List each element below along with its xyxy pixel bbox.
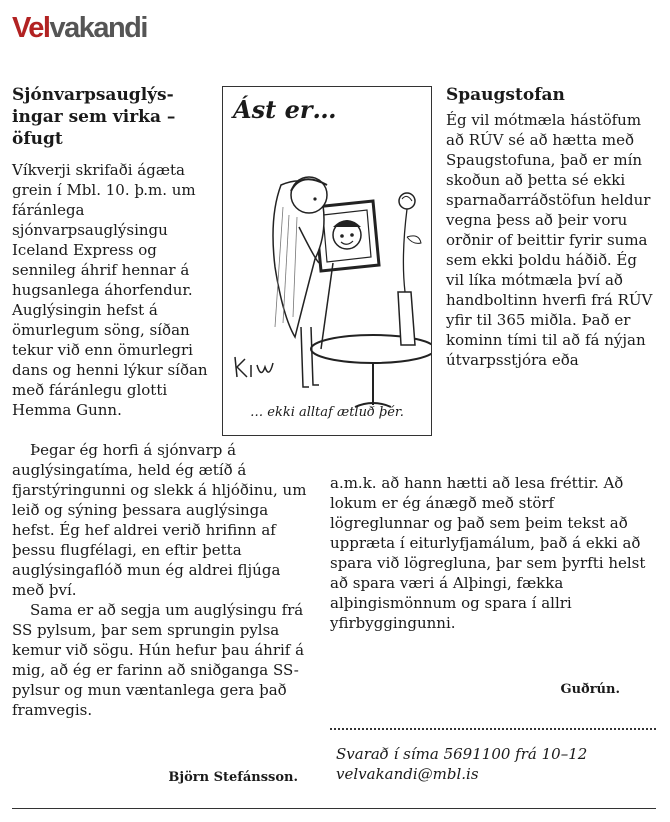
dotted-separator <box>330 728 656 730</box>
masthead-vel: Vel <box>12 12 50 44</box>
masthead-logo <box>12 8 147 48</box>
contact-info <box>336 744 656 784</box>
letter2-paragraph1-cont: a.m.k. að hann hætti að lesa fréttir. Að lokum er ég ánægð með störf lögreglunnar og það sem þeim tekst að uppræta í eiturlyfjamálum, það á ekki að spara við lögregluna, þar sem þyrfti helst að spara væri á Alþingi, fækka alþingismönnum og spara í allri yfirbyggingunni. <box>330 474 646 632</box>
letter1-paragraph2: Þegar ég horfi á sjónvarp á auglýsingatíma, held ég ætíð á fjarstýringunni og slekk á hljóðinu, um leið og sýning þessara auglýsinga hefst. Ég hef aldrei verið hrifinn af þessu flugfélagi, en eftir þetta auglýsingaflóð mun ég aldrei fljúga með því. <box>12 441 307 599</box>
letter1-paragraph1: Víkverji skrifaði ágæta grein í Mbl. 10. þ.m. um fáránlega sjónvarpsauglýsingu Iceland Express og sennileg áhrif hennar á hugsanlega áhorfendur. Auglýsingin hefst á ömurlegum söng, síðan tekur við enn ömurlegri dans og henni lýkur síðan með fáránlegu glotti Hemma Gunn. <box>12 161 208 419</box>
letter1-signature: Björn Stefánsson. <box>168 770 298 785</box>
letter1-paragraph3: Sama er að segja um auglýsingu frá SS pylsum, þar sem sprungin pylsa kemur við sögu. Hún hefur þau áhrif á mig, að ég er farinn að sniðganga SS-pylsur og mun væntanlega gera það framvegis. <box>12 601 305 719</box>
comic-caption: … ekki alltaf ætluð þér. <box>250 405 404 420</box>
letter2-paragraph1: Ég vil mótmæla hástöfum að RÚV sé að hætta með Spaugstofuna, það er mín skoðun að þetta sé ekki sparnaðarráðstöfun heldur vegna þess að þeir voru orðnir of beittir fyrir suma sem ekki þoldu háðið. Ég vil líka mótmæla því að handboltinn hverfi frá RÚV yfir til 365 miðla. Það er kominn tími til að fá nýjan útvarpsstjóra eða <box>446 111 653 369</box>
bottom-rule <box>12 808 656 809</box>
comic-panel <box>222 86 432 436</box>
letter2-signature: Guðrún. <box>560 682 620 697</box>
letter1-title: Sjónvarpsauglýsingar sem virka – öfugt <box>12 85 176 149</box>
letter2-body-wide <box>330 473 656 633</box>
contact-phone: Svarað í síma 5691100 frá 10–12 <box>336 745 588 763</box>
masthead-vakandi: vakandi <box>49 12 147 44</box>
comic-illustration <box>223 87 431 435</box>
letter2-title: Spaugstofan <box>446 85 565 105</box>
comic-title: Ást er… <box>233 95 337 124</box>
letter1-body-wide <box>12 440 312 720</box>
contact-email[interactable]: velvakandi@mbl.is <box>336 765 479 783</box>
